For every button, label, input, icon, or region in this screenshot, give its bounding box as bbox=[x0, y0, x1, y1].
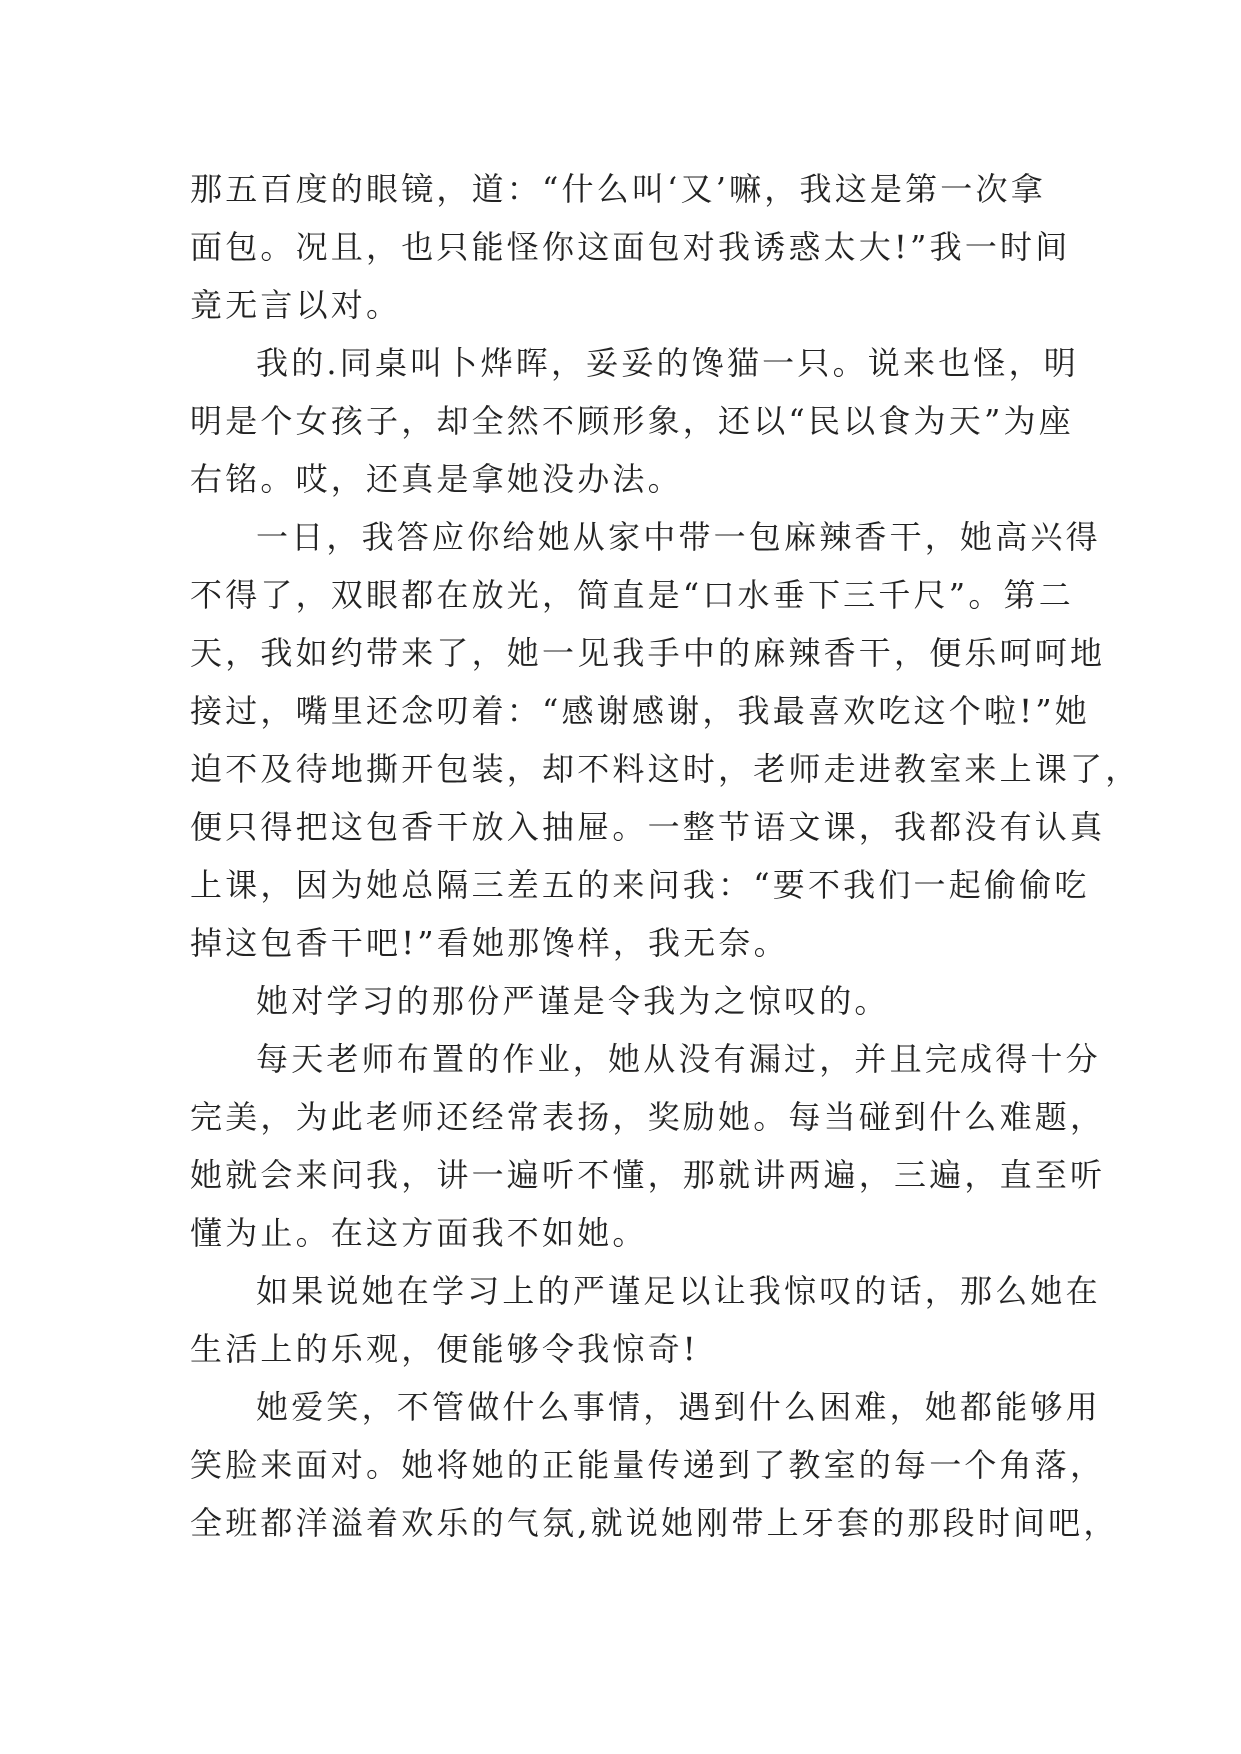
text-line: 懂为止。在这方面我不如她。 bbox=[190, 1214, 648, 1252]
text-line: 迫不及待地撕开包装，却不料这时，老师走进教室来上课了， bbox=[190, 750, 1141, 788]
paragraph-first-line: 我的.同桌叫卜烨晖，妥妥的馋猫一只。说来也怪，明 bbox=[256, 344, 1079, 382]
text-line: 竟无言以对。 bbox=[190, 286, 402, 324]
paragraph-first-line: 每天老师布置的作业，她从没有漏过，并且完成得十分 bbox=[256, 1040, 1101, 1078]
text-line: 完美，为此老师还经常表扬，奖励她。每当碰到什么难题， bbox=[190, 1098, 1106, 1136]
text-line: 接过，嘴里还念叨着：“感谢感谢，我最喜欢吃这个啦!”她 bbox=[190, 692, 1090, 730]
text-line: 那五百度的眼镜，道：“什么叫‘又’嘛，我这是第一次拿 bbox=[190, 170, 1046, 208]
text-line: 生活上的乐观，便能够令我惊奇! bbox=[190, 1330, 699, 1368]
paragraph-first-line: 如果说她在学习上的严谨足以让我惊叹的话，那么她在 bbox=[256, 1272, 1101, 1310]
text-line: 面包。况且，也只能怪你这面包对我诱惑太大!”我一时间 bbox=[190, 228, 1071, 266]
text-line: 右铭。哎，还真是拿她没办法。 bbox=[190, 460, 683, 498]
text-line: 不得了，双眼都在放光，简直是“口水垂下三千尺”。第二 bbox=[190, 576, 1074, 614]
text-line: 明是个女孩子，却全然不顾形象，还以“民以食为天”为座 bbox=[190, 402, 1074, 440]
paragraph-first-line: 她爱笑，不管做什么事情，遇到什么困难，她都能够用 bbox=[256, 1388, 1101, 1426]
text-line: 天，我如约带来了，她一见我手中的麻辣香干，便乐呵呵地 bbox=[190, 634, 1106, 672]
paragraph-first-line: 一日，我答应你给她从家中带一包麻辣香干，她高兴得 bbox=[256, 518, 1101, 556]
text-line: 上课，因为她总隔三差五的来问我：“要不我们一起偷偷吃 bbox=[190, 866, 1090, 904]
text-line: 笑脸来面对。她将她的正能量传递到了教室的每一个角落， bbox=[190, 1446, 1106, 1484]
text-line: 全班都洋溢着欢乐的气氛,就说她刚带上牙套的那段时间吧， bbox=[190, 1504, 1119, 1542]
paragraph-first-line: 她对学习的那份严谨是令我为之惊叹的。 bbox=[256, 982, 890, 1020]
text-line: 她就会来问我，讲一遍听不懂，那就讲两遍，三遍，直至听 bbox=[190, 1156, 1106, 1194]
document-body bbox=[190, 160, 1141, 1552]
text-line: 掉这包香干吧!”看她那馋样，我无奈。 bbox=[190, 924, 789, 962]
text-line: 便只得把这包香干放入抽屉。一整节语文课，我都没有认真 bbox=[190, 808, 1106, 846]
